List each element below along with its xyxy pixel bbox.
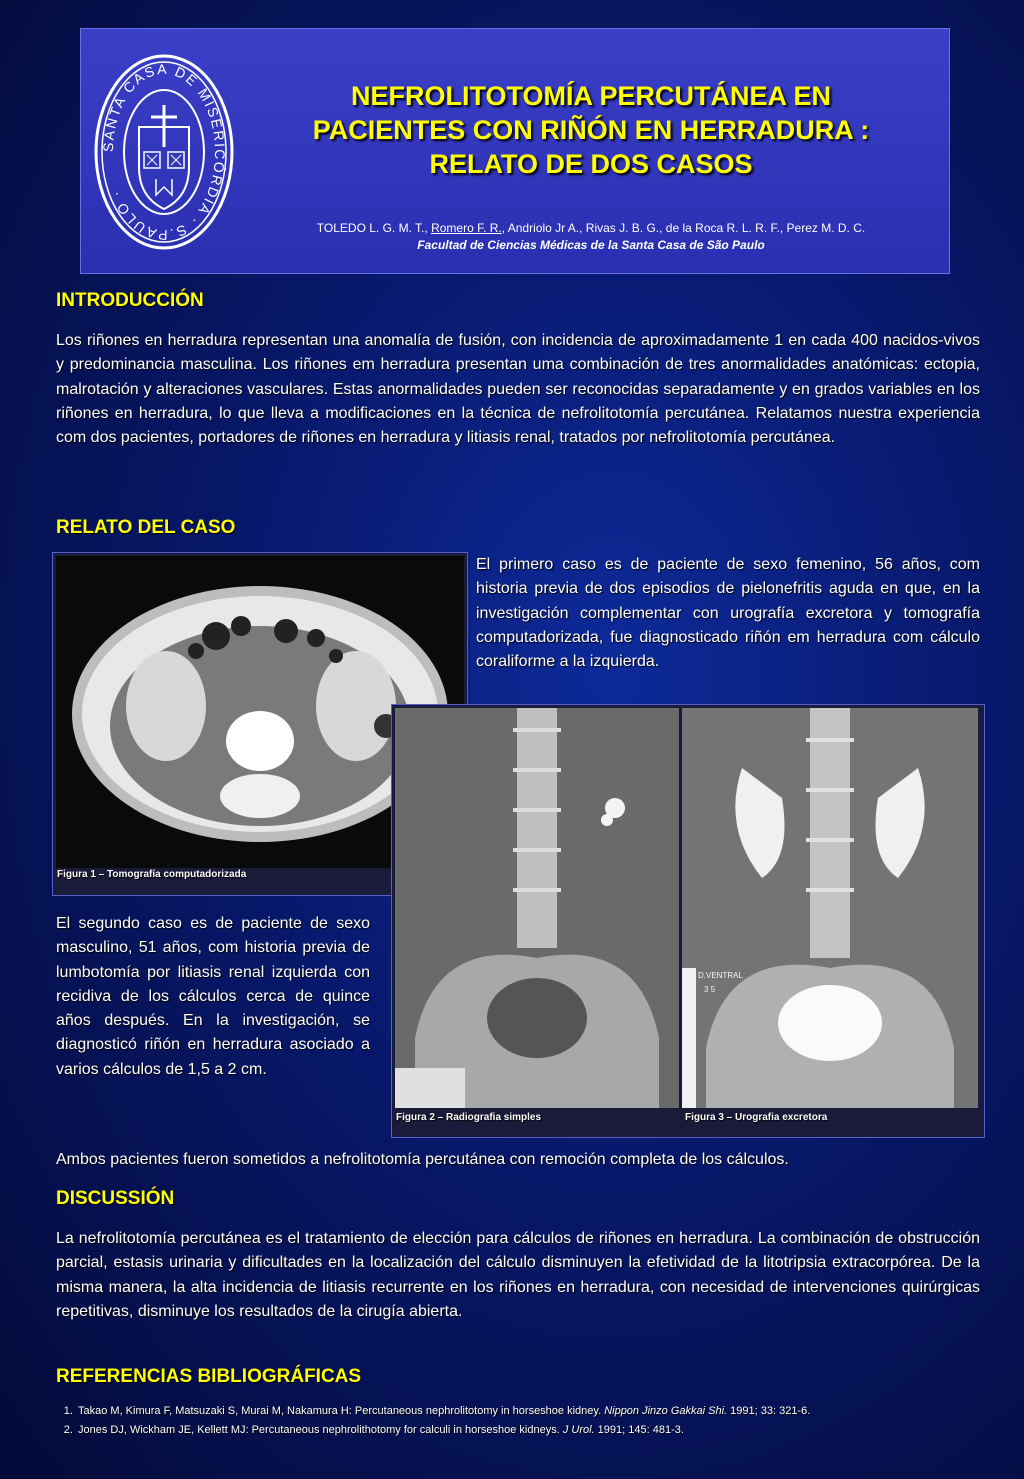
intro-heading: INTRODUCCIÓN [56,290,204,311]
reference-item [76,1402,996,1421]
discussion-heading: DISCUSSIÓN [56,1188,175,1209]
plain-radiograph-image [395,708,679,1108]
case-heading: RELATO DEL CASO [56,517,236,538]
case-first-text: El primero caso es de paciente de sexo femenino, 56 años, com historia previa de dos episodios de pielonefritis aguda en que, en la investigación complementar con urografía excretora y tomografía computadorizada, fue diagnosticado riñón em herradura com cálculo coraliforme a la izquierda. [476,556,980,671]
poster-header [80,28,950,274]
references-heading: REFERENCIAS BIBLIOGRÁFICAS [56,1366,362,1387]
figure-2-caption: Figura 2 – Radiografia simples [396,1112,542,1123]
figures-2-3-box [391,704,985,1138]
reference-details: 1991; 33: 321-6. [727,1405,811,1417]
case-conclusion-text: Ambos pacientes fueron sometidos a nefrolitotomía percutánea con remoción completa de los cálculos. [56,1151,789,1168]
title-line: RELATO DE DOS CASOS [429,149,753,179]
reference-authors: Takao M, Kimura F, Matsuzaki S, Murai M, Nakamura H: Percutaneous nephrolitotomy in horseshoe kidney. [78,1405,605,1417]
authors [241,221,941,235]
reference-authors: Jones DJ, Wickham JE, Kellett MJ: Percutaneous nephrolithotomy for calculi in horseshoe kidneys. [78,1424,563,1436]
authors-pre: TOLEDO L. G. M. T., [316,221,432,235]
authors-post: , Andriolo Jr A., Rivas J. B. G., de la Roca R. L. R. F., Perez M. D. C. [501,221,866,235]
reference-details: 1991; 145: 481-3. [594,1424,684,1436]
poster-title [241,79,941,181]
title-line: PACIENTES CON RIÑÓN EN HERRADURA : [312,115,870,145]
intro-text: Los riñones en herradura representan una anomalía de fusión, con incidencia de aproximadamente 1 en cada 400 nacidos-vivos y predominancia masculina. Los riñones em herradura presentan uma combinación de tres anormalidades anatómicas: ectopia, malrotación y alteraciones vasculares. Estas anormalidades pueden ser reconocidas separadamente y en grados variables en los riñones en herradura, lo que lleva a modificaciones en la técnica de nefrolitotomía percutánea. Relatamos nuestra experiencia com dos pacientes, portadores de riñones en herradura y litiasis renal, tratados por nefrolitotomía percutánea. [56,332,980,447]
santa-casa-seal-logo [89,47,239,257]
title-line: NEFROLITOTOMÍA PERCUTÁNEA EN [350,81,831,111]
svg-text:SANTA CASA DE MISERICÓRDIA · S: SANTA CASA DE MISERICÓRDIA · S.PAULO · [99,60,229,244]
reference-journal: J Urol. [562,1424,595,1436]
reference-item [76,1421,996,1440]
presenting-author: Romero F. R. [431,221,502,235]
references-list [56,1402,996,1440]
reference-journal: Nippon Jinzo Gakkai Shi. [604,1405,728,1417]
figure-3-caption: Figura 3 – Urografia excretora [685,1112,828,1123]
excretory-urography-image [682,708,978,1108]
figure-1-caption: Figura 1 – Tomografía computadorizada [57,869,247,880]
case-second-text: El segundo caso es de paciente de sexo masculino, 51 años, com historia previa de lumbotomía por litiasis renal izquierda con recidiva de los cálculos cerca de quince años después. En la investigación, se diagnosticó riñón en herradura asociado a varios cálculos de 1,5 a 2 cm. [56,915,370,1078]
affiliation: Facultad de Ciencias Médicas de la Santa Casa de São Paulo [417,238,765,252]
discussion-text: La nefrolitotomía percutánea es el tratamiento de elección para cálculos de riñones en herradura. La combinación de obstrucción parcial, estasis urinaria y dificultades en la localización del cálculo disminuyen la efetividad de la litotripsia extracorpórea. De la misma manera, la alta incidencia de litiasis recurrente en los riñones en herradura, con necesidad de intervenciones quirúrgicas repetitivas, disminuye los resultados de la cirugía abierta. [56,1230,980,1320]
xray-marker-line-2: 3 5 [704,985,716,994]
xray-marker-line-1: D.VENTRAL [698,971,743,980]
